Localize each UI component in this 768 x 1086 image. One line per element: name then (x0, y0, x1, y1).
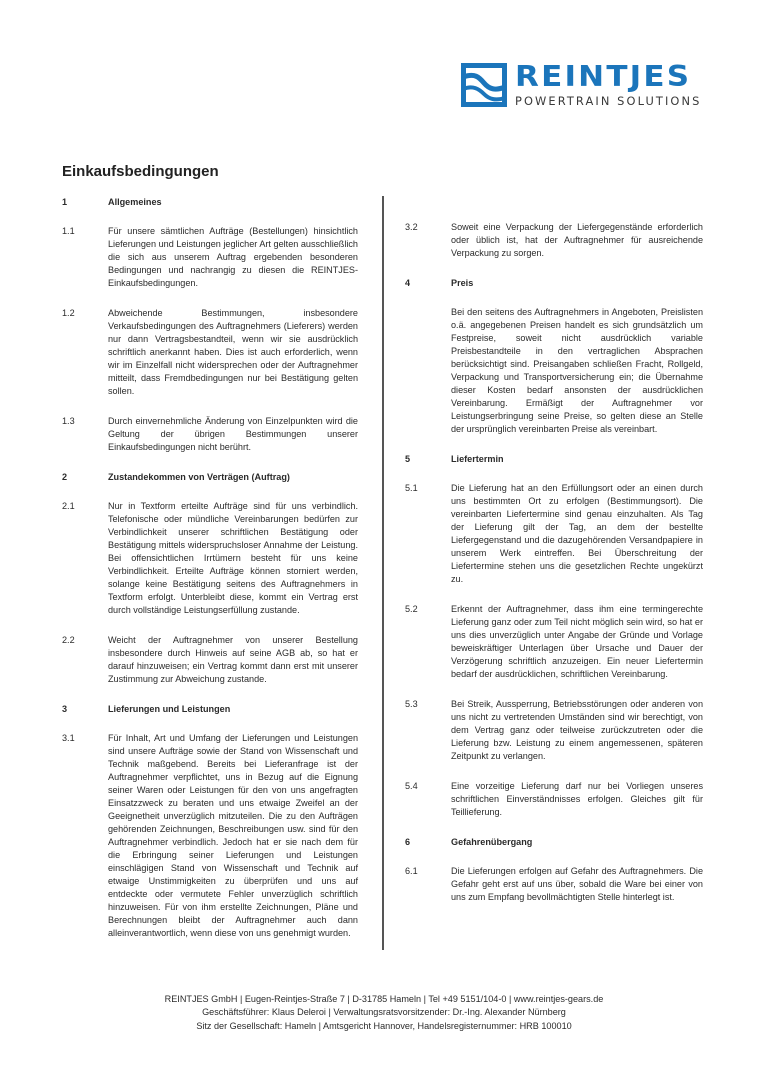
clause (405, 306, 703, 436)
section-title: Zustandekommen von Verträgen (Auftrag) (108, 472, 290, 482)
logo-name: REINTJES (515, 59, 692, 93)
page-title: Einkaufsbedingungen (62, 163, 219, 180)
company-logo (461, 59, 702, 108)
clause-text: Erkennt der Auftragnehmer, dass ihm eine termingerechte Lieferung ganz oder zum Teil nicht möglich sein wird, so hat er uns dies unverzüglich unter Angabe der Gründe und Vorlage beweiskräftiger Unterlagen über Ursache und Dauer der Verzögerung schriftlich anzuzeigen. Ein neuer Liefertermin bedarf der ausdrücklichen, schriftlichen Vereinbarung. (451, 604, 703, 679)
section-title: Liefertermin (451, 454, 504, 464)
clause-number: 5.1 (405, 483, 418, 493)
clause-number (405, 306, 451, 436)
page-footer (0, 993, 768, 1033)
clause (62, 732, 358, 940)
clause-number: 2.1 (62, 501, 75, 511)
section-number: 6 (405, 837, 411, 847)
section-title: Preis (451, 278, 474, 288)
clause (405, 221, 703, 260)
clause (62, 307, 358, 398)
clause-number: 2.2 (62, 635, 75, 645)
clause-text: Durch einvernehmliche Änderung von Einzelpunkten wird die Geltung der übrigen Bestimmungen unserer Einkaufsbedingungen nicht berührt. (108, 416, 358, 452)
clause (405, 865, 703, 904)
clause (405, 780, 703, 819)
footer-company-line: REINTJES GmbH | Eugen-Reintjes-Straße 7 | D-31785 Hameln | Tel +49 5151/104-0 | www.reintjes-gears.de (164, 994, 604, 1004)
section-number: 5 (405, 454, 411, 464)
clause-text: Weicht der Auftragnehmer von unserer Bestellung insbesondere durch Hinweis auf seine AGB ab, so hat er darauf hinzuweisen; ein Vertrag kommt dann erst mit unserer Zustimmung zur Abweichung zustande. (108, 635, 358, 684)
clause-text: Eine vorzeitige Lieferung darf nur bei Vorliegen unseres schriftlichen Einverständnisses erfolgen. Gleiches gilt für Teillieferung. (451, 781, 703, 817)
section-heading (405, 453, 703, 466)
clause-text: Die Lieferung hat an den Erfüllungsort oder an einen durch uns bestimmten Ort zu erfolgen (Bestimmungsort). Die vereinbarten Liefertermine sind genau einzuhalten. Als Tag der Lieferung gilt der Tag, an dem der bestellte Liefergegenstand und die dazugehörenden Versandpapiere in unserem Werk eintreffen. Bei Überschreitung der Liefertermine stehen uns die gesetzlichen Rechte ungekürzt zu. (451, 483, 703, 584)
clause-number: 1.3 (62, 416, 75, 426)
section-number: 3 (62, 704, 68, 714)
clause-number: 3.1 (62, 733, 75, 743)
section-number: 2 (62, 472, 68, 482)
clause-text: Nur in Textform erteilte Aufträge sind für uns verbindlich. Telefonische oder mündliche Vereinbarungen bedürfen zur Verbindlichkeit unserer schriftlichen Bestätigung oder Bestätigung mittels widerspruchsloser Annahme der Leistung. Bei offensichtlichen Irrtümern besteht für uns keine Verbindlichkeit. Erteilte Aufträge können storniert werden, solange keine Bestätigung seitens des Auftragnehmers in Textform erfolgt. Unterbleibt diese, kommt ein Vertrag erst durch vollständige Leistungserfüllung zustande. (108, 501, 358, 615)
section-title: Gefahrenübergang (451, 837, 533, 847)
section-title: Lieferungen und Leistungen (108, 704, 231, 714)
reintjes-wave-logo-icon (461, 63, 507, 107)
clause-number: 5.3 (405, 699, 418, 709)
section-number: 4 (405, 278, 411, 288)
section-heading (405, 277, 703, 290)
footer-registry-line: Sitz der Gesellschaft: Hameln | Amtsgericht Hannover, Handelsregisternummer: HRB 100010 (196, 1020, 572, 1031)
clause-text: Bei den seitens des Auftragnehmers in Angeboten, Preislisten o.ä. angegebenen Preisen handelt es sich grundsätzlich um Festpreise, soweit nicht ausdrücklich variable Preisbestandteile in den vertraglichen Absprachen berücksichtigt sind. Preisangaben schließen Fracht, Rollgeld, Verpackung und Transportversicherung ein; die Übernahme dieser Kosten bedarf ansonsten der ausdrücklichen Vereinbarung. Ermäßigt der Auftragnehmer vor Leistungserbringung seine Preise, so gelten diese an Stelle der ursprünglich vereinbarten Preise als vereinbart. (451, 307, 703, 434)
clause-text: Soweit eine Verpackung der Liefergegenstände erforderlich oder üblich ist, hat der Auftragnehmer für ausreichende Verpackung zu sorgen. (451, 222, 703, 258)
clause-text: Für Inhalt, Art und Umfang der Lieferungen und Leistungen sind unsere Aufträge sowie der Stand von Wissenschaft und Technik maßgebend. Bereits bei Lieferanfrage ist der Auftragnehmer verpflichtet, uns in Bezug auf die Eignung seiner Waren oder Leistungen für den von uns angefragten Einsatzzweck zu beraten und uns etwaige Zweifel an der Geeignetheit unverzüglich mitzuteilen. Die zu den Aufträgen gehörenden Zeichnungen, Beschreibungen usw. sind für den Auftragnehmer verbindlich. Jedoch hat er sie nach dem für die Erbringung seiner Lieferungen und Leistungen einschlägigen Stand von Wissenschaft und Technik auf etwaige Unstimmigkeiten zu überprüfen und uns auf entdeckte oder vermutete Fehler unverzüglich schriftlich hinzuweisen. Für von ihm erstellte Zeichnungen, Pläne und Berechnungen bleibt der Auftragnehmer auch dann alleinverantwortlich, wenn diese von uns genehmigt wurden. (108, 733, 358, 938)
section-heading (62, 703, 358, 716)
right-column (405, 221, 703, 921)
clause (405, 698, 703, 763)
clause-text: Bei Streik, Aussperrung, Betriebsstörungen oder anderen von uns nicht zu vertretenden Umständen sind wir berechtigt, von dem Vertrag ganz oder teilweise zurückzutreten oder die Lieferung bzw. Leistung zu einem angemessenen, späteren Zeitpunkt zu verlangen. (451, 699, 703, 761)
section-heading (405, 836, 703, 849)
left-column (62, 196, 358, 957)
clause-text: Die Lieferungen erfolgen auf Gefahr des Auftragnehmers. Die Gefahr geht erst auf uns über, sobald die Ware bei einer von uns zum Empfang bevollmächtigten Stelle hinterlegt ist. (451, 866, 703, 902)
clause (405, 482, 703, 586)
clause (405, 603, 703, 681)
clause-text: Abweichende Bestimmungen, insbesondere Verkaufsbedingungen des Auftragnehmers (Lieferers) werden nur dann Vertragsbestandteil, wenn wir sie ausdrücklich schriftlich anerkannt haben. Dies ist auch erforderlich, wenn wir im Einzelfall nicht widersprechen oder der Auftragnehmer mitteilt, dass Fremdbedingungen nur bei Bestätigung gelten sollen. (108, 308, 358, 396)
section-heading (62, 471, 358, 484)
clause-number: 1.2 (62, 308, 75, 318)
clause-number: 3.2 (405, 222, 418, 232)
column-divider (382, 196, 384, 950)
clause-number: 6.1 (405, 866, 418, 876)
section-heading (62, 196, 358, 209)
section-title: Allgemeines (108, 197, 162, 207)
clause (62, 634, 358, 686)
clause (62, 500, 358, 617)
clause (62, 415, 358, 454)
clause-number: 5.2 (405, 604, 418, 614)
logo-tagline: POWERTRAIN SOLUTIONS (515, 93, 702, 108)
clause (62, 225, 358, 290)
clause-number: 1.1 (62, 226, 75, 236)
clause-text: Für unsere sämtlichen Aufträge (Bestellungen) hinsichtlich Lieferungen und Leistungen jeglicher Art gelten ausschließlich die sich aus unserem Auftrag ergebenden besonderen Bedingungen und nachrangig zu diesen die REINTJES-Einkaufsbedingungen. (108, 226, 358, 288)
footer-management-line: Geschäftsführer: Klaus Deleroi | Verwaltungsratsvorsitzender: Dr.-Ing. Alexander Nürnberg (202, 1007, 566, 1018)
clause-number: 5.4 (405, 781, 418, 791)
section-number: 1 (62, 197, 68, 207)
